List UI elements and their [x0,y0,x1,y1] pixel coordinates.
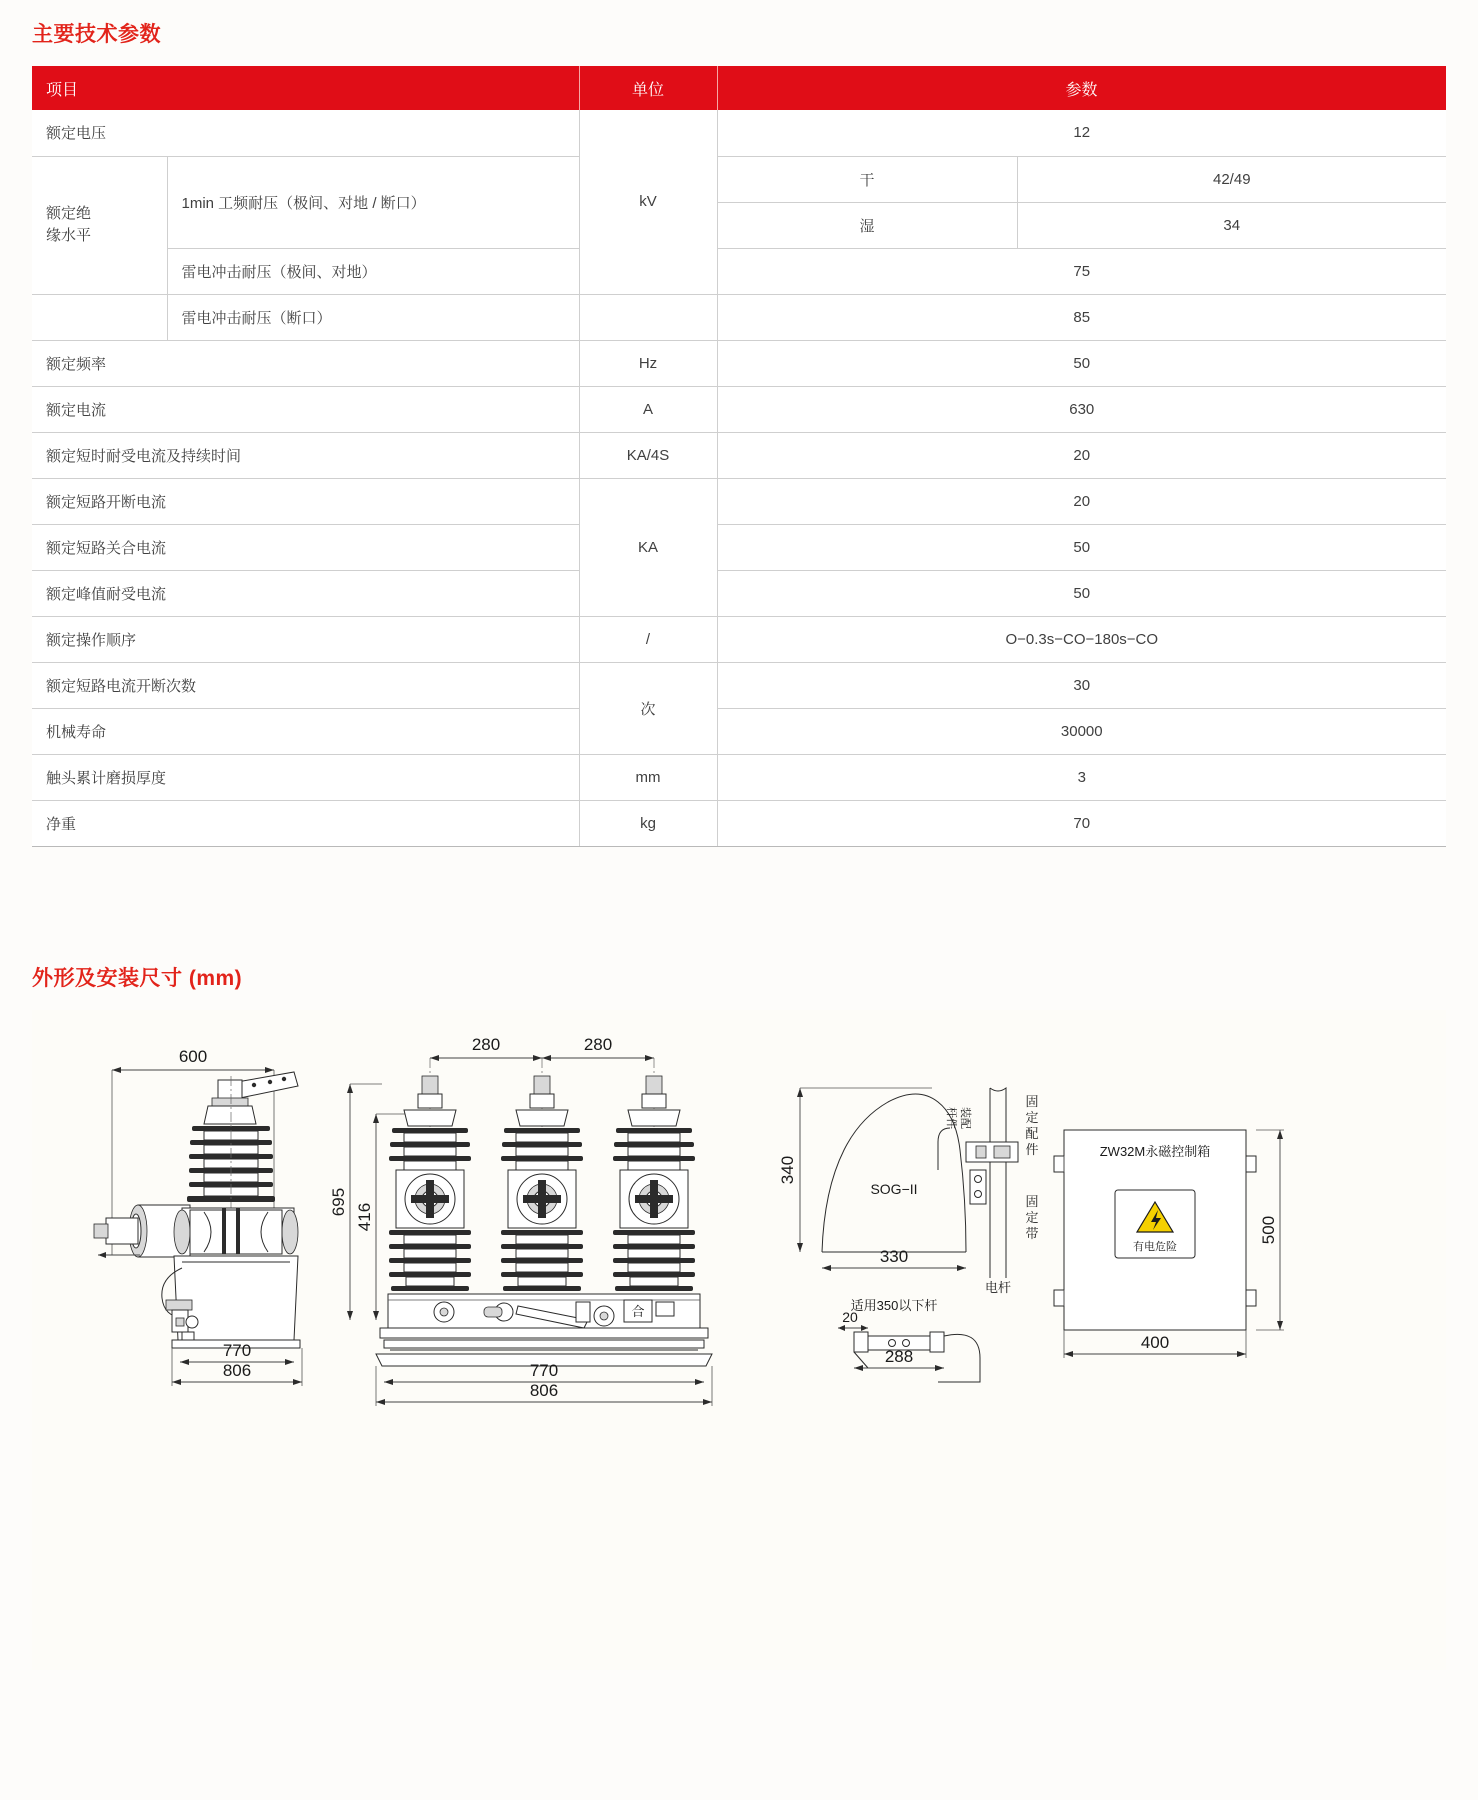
dimension-drawings-panel [32,1010,1446,1670]
cell-contact-wear-label: 触头累计磨损厚度 [32,754,579,800]
table-row [32,662,1446,708]
outline-dimension-drawing [32,1010,1446,1670]
cell-making-current-value: 50 [717,524,1446,570]
insulation-label-line2: 缘水平 [46,227,92,244]
cell-operating-sequence-label: 额定操作顺序 [32,616,579,662]
svg-text:固: 固 [1025,1194,1039,1209]
cell-contact-wear-value: 3 [717,754,1446,800]
cell-rated-voltage-label: 额定电压 [32,110,579,156]
side-view-drawing [94,1047,302,1386]
mechanism-indicator-icon: 合 [631,1304,645,1319]
table-row [32,478,1446,524]
cell-unit-hz: Hz [579,340,717,386]
dim-416-label: 416 [355,1202,374,1232]
dim-806-front-label: 806 [529,1381,559,1400]
sog-label: SOG−II [870,1181,918,1197]
table-row [32,248,1446,294]
cell-breaking-times-label: 额定短路电流开断次数 [32,662,579,708]
cell-rated-frequency-value: 50 [717,340,1446,386]
cell-unit-mm: mm [579,754,717,800]
dim-500-label: 500 [1259,1215,1278,1245]
table-row [32,294,1446,340]
cell-hipot-wet-value: 34 [1017,202,1446,248]
cell-net-weight-value: 70 [717,800,1446,846]
svg-text:定: 定 [1025,1110,1039,1125]
cell-insulation-level-label [32,156,167,294]
cell-unit-a: A [579,386,717,432]
cell-hipot-dry-value: 42/49 [1017,156,1446,202]
svg-text:件: 件 [1025,1142,1039,1157]
cell-peak-current-value: 50 [717,570,1446,616]
cell-unit-ka: KA [579,478,717,616]
clamp-detail-drawing [838,1309,980,1382]
pole-label: 电杆 [984,1280,1012,1295]
header-parameter: 参数 [717,66,1446,110]
table-row [32,432,1446,478]
dim-340-label: 340 [778,1155,797,1185]
cell-hipot-1min-label: 1min 工频耐压（极间、对地 / 断口） [167,156,579,248]
mount-assembly-label-1: 杆件 [945,1107,957,1129]
dim-695-label: 695 [329,1187,348,1217]
svg-text:定: 定 [1025,1210,1039,1225]
cell-unit-ka4s: KA/4S [579,432,717,478]
cell-short-time-current-value: 20 [717,432,1446,478]
cell-peak-current-label: 额定峰值耐受电流 [32,570,579,616]
sog-pole-mount-drawing [778,1088,1039,1382]
cell-rated-frequency-label: 额定频率 [32,340,579,386]
cell-rated-current-value: 630 [717,386,1446,432]
table-row [32,616,1446,662]
cell-lightning-gap-value: 85 [717,294,1446,340]
dim-330-label: 330 [879,1247,909,1266]
table-row [32,570,1446,616]
spec-table-container [32,66,1446,847]
dim-280-right-label: 280 [583,1035,613,1054]
electric-hazard-warning-label [1115,1190,1195,1258]
table-row [32,708,1446,754]
cell-rated-voltage-value: 12 [717,110,1446,156]
dim-288-label: 288 [884,1347,914,1366]
header-unit: 单位 [579,66,717,110]
cell-blank-insulation [32,294,167,340]
control-box-title: ZW32M永磁控制箱 [1099,1144,1211,1159]
cell-lightning-phase-value: 75 [717,248,1446,294]
dim-600-label: 600 [178,1047,208,1066]
cell-breaking-times-value: 30 [717,662,1446,708]
dim-280-left-label: 280 [471,1035,501,1054]
cell-condition-wet: 湿 [717,202,1017,248]
cell-breaking-current-value: 20 [717,478,1446,524]
dim-400-label: 400 [1140,1333,1170,1352]
page-title-parameters: 主要技术参数 [32,23,161,46]
cell-rated-current-label: 额定电流 [32,386,579,432]
cell-lightning-phase-label: 雷电冲击耐压（极间、对地） [167,248,579,294]
fixing-parts-label [1025,1094,1038,1157]
svg-text:固: 固 [1025,1094,1039,1109]
cell-operating-sequence-value: O−0.3s−CO−180s−CO [717,616,1446,662]
table-row [32,156,1446,202]
svg-text:带: 带 [1025,1226,1039,1241]
dim-20-label: 20 [842,1309,858,1325]
header-item: 项目 [32,66,579,110]
table-row [32,110,1446,156]
cell-unit-ci: 次 [579,662,717,754]
dim-806-side-label: 806 [222,1361,252,1380]
dim-770-front-label: 770 [529,1361,559,1380]
cell-lightning-gap-label: 雷电冲击耐压（断口） [167,294,579,340]
warning-text: 有电危险 [1133,1241,1177,1253]
cell-net-weight-label: 净重 [32,800,579,846]
technical-parameters-table [32,66,1446,847]
control-box-drawing [1054,1130,1284,1358]
cell-unit-kg: kg [579,800,717,846]
front-view-drawing [329,1035,712,1406]
cell-condition-dry: 干 [717,156,1017,202]
cell-unit-kv: kV [579,110,717,294]
mount-assembly-label-2: 装配 [959,1107,971,1129]
table-header-row [32,66,1446,110]
table-row [32,386,1446,432]
cell-mechanical-life-value: 30000 [717,708,1446,754]
table-row [32,524,1446,570]
cell-making-current-label: 额定短路关合电流 [32,524,579,570]
cell-mechanical-life-label: 机械寿命 [32,708,579,754]
table-row [32,754,1446,800]
insulation-label-line1: 额定绝 [46,204,92,222]
dim-770-side-label: 770 [222,1341,252,1360]
table-row [32,340,1446,386]
page-title-dimensions: 外形及安装尺寸 (mm) [32,967,243,990]
cell-unit-kv-cont [579,294,717,340]
pole-applicability-note: 适用350以下杆 [850,1298,938,1313]
cell-breaking-current-label: 额定短路开断电流 [32,478,579,524]
cell-unit-slash: / [579,616,717,662]
table-row [32,800,1446,846]
fixing-band-label [1025,1194,1038,1241]
cell-short-time-current-label: 额定短时耐受电流及持续时间 [32,432,579,478]
svg-text:配: 配 [1025,1126,1039,1141]
